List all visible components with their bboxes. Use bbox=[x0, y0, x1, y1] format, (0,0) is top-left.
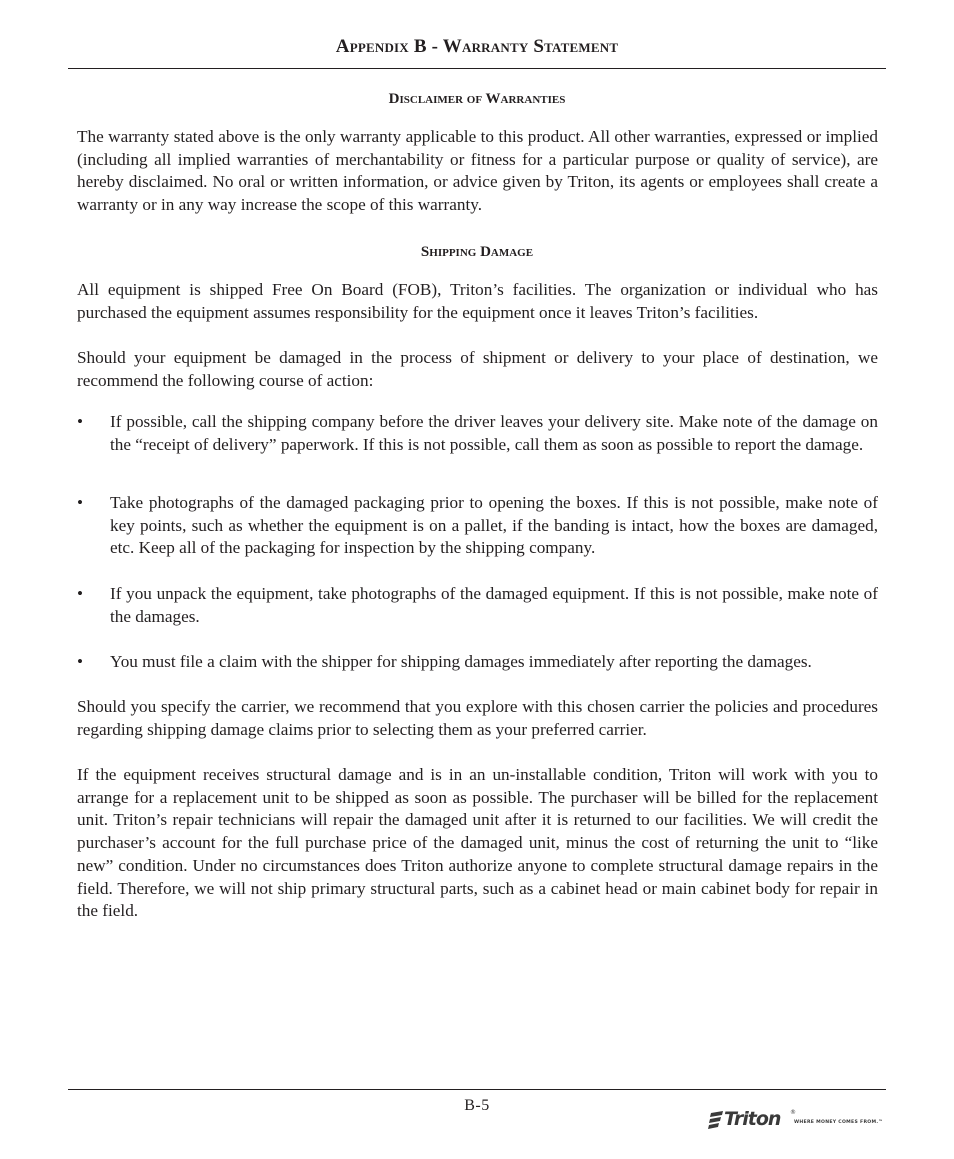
list-item-text: If you unpack the equipment, take photographs of the damaged equipment. If this is not possible, make note of the damages. bbox=[110, 584, 878, 626]
logo-wordmark: Triton bbox=[724, 1108, 781, 1130]
header-divider bbox=[68, 68, 886, 69]
triton-mark-icon bbox=[708, 1110, 724, 1130]
list-item-text: Take photographs of the damaged packaging prior to opening the boxes. If this is not possible, make note of key points, such as whether the equipment is on a pallet, if the banding is intact, how the boxes are damaged, etc. Keep all of the packaging for inspection by the shipping company. bbox=[110, 493, 878, 558]
list-item-text: If possible, call the shipping company before the driver leaves your delivery site. Make note of the damage on the “receipt of delivery” paperwork. If this is not possible, call them as soon as possible to report the damage. bbox=[110, 412, 878, 454]
page-number: B-5 bbox=[464, 1097, 490, 1114]
list-item bbox=[77, 583, 878, 628]
page-title: Appendix B - Warranty Statement bbox=[335, 36, 619, 57]
list-item-text: You must file a claim with the shipper for shipping damages immediately after reporting the damages. bbox=[110, 652, 812, 671]
carrier-paragraph: Should you specify the carrier, we recommend that you explore with this chosen carrier the policies and procedures regarding shipping damage claims prior to selecting them as your preferred carrier. bbox=[77, 697, 878, 739]
logo-tagline: WHERE MONEY COMES FROM.™ bbox=[794, 1120, 884, 1125]
structural-damage-paragraph: If the equipment receives structural damage and is in an un-installable condition, Triton will work with you to arrange for a replacement unit to be shipped as soon as possible. The purchaser will be billed for the replacement unit. Triton’s repair technicians will repair the damaged unit after it is returned to our facilities. We will credit the purchaser’s account for the full purchase price of the damaged unit, minus the cost of returning the unit to “like new” condition. Under no circumstances does Triton authorize anyone to complete structural damage repairs in the field. Therefore, we will not ship primary structural parts, such as a cabinet head or main cabinet body for repair in the field. bbox=[77, 765, 878, 921]
triton-logo bbox=[708, 1108, 884, 1132]
bullet-marker: • bbox=[77, 652, 84, 671]
logo-registered-mark: ® bbox=[790, 1109, 796, 1116]
bullet-marker: • bbox=[77, 584, 84, 603]
list-item bbox=[77, 492, 878, 560]
footer-divider bbox=[68, 1089, 886, 1090]
shipping-heading: Shipping Damage bbox=[420, 244, 534, 260]
bullet-marker: • bbox=[77, 412, 84, 431]
shipping-paragraph-fob: All equipment is shipped Free On Board (FOB), Triton’s facilities. The organization or individual who has purchased the equipment assumes responsibility for the equipment once it leaves Triton’s facilities. bbox=[77, 280, 878, 322]
bullet-marker: • bbox=[77, 493, 84, 512]
list-item bbox=[77, 651, 878, 674]
disclaimer-heading: Disclaimer of Warranties bbox=[388, 91, 566, 107]
disclaimer-paragraph: The warranty stated above is the only warranty applicable to this product. All other warranties, expressed or implied (including all implied warranties of merchantability or fitness for a particular purpose or quality of service), are hereby disclaimed. No oral or written information, or advice given by Triton, its agents or employees shall create a warranty or in any way increase the scope of this warranty. bbox=[77, 127, 878, 215]
shipping-paragraph-course: Should your equipment be damaged in the process of shipment or delivery to your place of destination, we recommend the following course of action: bbox=[77, 348, 878, 390]
list-item bbox=[77, 411, 878, 456]
